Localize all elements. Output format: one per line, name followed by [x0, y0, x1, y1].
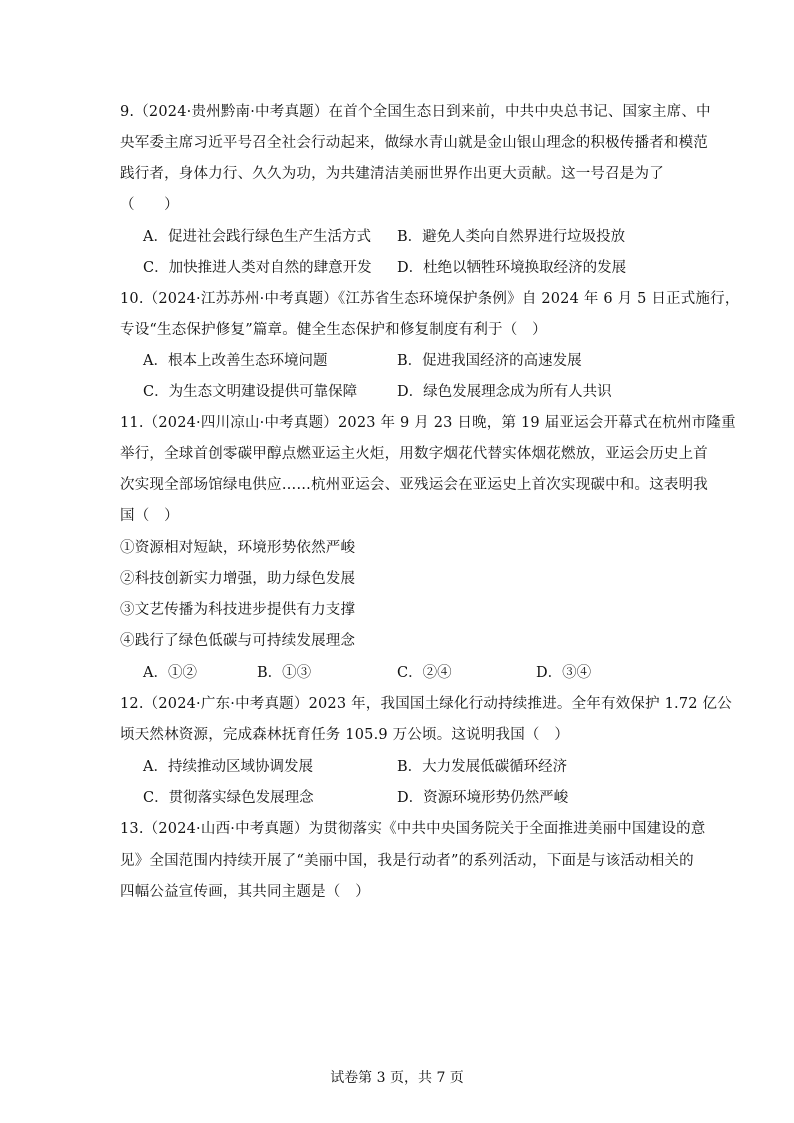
- question-text-line: 9.（2024·贵州黔南·中考真题）在首个全国生态日到来前，中共中央总书记、国家主席、中: [120, 104, 711, 120]
- question-text-line: 次实现全部场馆绿电供应……杭州亚运会、亚残运会在亚运史上首次实现碳中和。这表明我: [120, 477, 708, 493]
- option-d: D．杜绝以牺牲环境换取经济的发展: [397, 260, 627, 276]
- option-c: C．为生态文明建设提供可靠保障: [143, 384, 358, 400]
- question-text-line: 央军委主席习近平号召全社会行动起来，做绿水青山就是金山银山理念的积极传播者和模范: [120, 135, 708, 151]
- option-b: B．①③: [257, 665, 312, 681]
- answer-blank: （ ）: [120, 197, 179, 213]
- option-c: C．加快推进人类对自然的肆意开发: [143, 260, 372, 276]
- option-a: A．促进社会践行绿色生产生活方式: [143, 229, 371, 245]
- question-text-line: 四幅公益宣传画，其共同主题是（ ）: [120, 884, 370, 900]
- question-text-line: 见》全国范围内持续开展了“美丽中国，我是行动者”的系列活动，下面是与该活动相关的: [120, 853, 694, 869]
- statement-1: ①资源相对短缺，环境形势依然严峻: [120, 540, 356, 556]
- question-text-line: 践行者，身体力行、久久为功，为共建清洁美丽世界作出更大贡献。这一号召是为了: [120, 166, 664, 182]
- question-text-line: 顷天然林资源，完成森林抚育任务 105.9 万公顷。这说明我国（ ）: [120, 727, 570, 743]
- statement-3: ③文艺传播为科技进步提供有力支撑: [120, 602, 356, 618]
- option-d: D．③④: [536, 665, 592, 681]
- question-text-line: 11.（2024·四川凉山·中考真题）2023 年 9 月 23 日晚，第 19 届亚运会开幕式在杭州市隆重: [120, 415, 736, 431]
- question-text-line: 13.（2024·山西·中考真题）为贯彻落实《中共中央国务院关于全面推进美丽中国建设的意: [120, 821, 706, 837]
- option-a: A．①②: [143, 665, 197, 681]
- option-d: D．绿色发展理念成为所有人共识: [397, 384, 612, 400]
- question-text-line: 国（ ）: [120, 508, 179, 524]
- option-c: C．②④: [397, 665, 452, 681]
- option-b: B．避免人类向自然界进行垃圾投放: [397, 229, 626, 245]
- question-text-line: 12.（2024·广东·中考真题）2023 年，我国国土绿化行动持续推进。全年有效保护 1.72 亿公: [120, 696, 732, 712]
- option-b: B．大力发展低碳循环经济: [397, 759, 568, 775]
- option-c: C．贯彻落实绿色发展理念: [143, 790, 314, 806]
- statement-4: ④践行了绿色低碳与可持续发展理念: [120, 633, 356, 649]
- option-a: A．根本上改善生态环境问题: [143, 353, 328, 369]
- option-b: B．促进我国经济的高速发展: [397, 353, 582, 369]
- question-text-line: 举行，全球首创零碳甲醇点燃亚运主火炬，用数字烟花代替实体烟花燃放，亚运会历史上首: [120, 446, 708, 462]
- option-d: D．资源环境形势仍然严峻: [397, 790, 569, 806]
- statement-2: ②科技创新实力增强，助力绿色发展: [120, 571, 356, 587]
- option-a: A．持续推动区域协调发展: [143, 759, 313, 775]
- question-text-line: 10.（2024·江苏苏州·中考真题）《江苏省生态环境保护条例》自 2024 年 6 月 5 日正式施行，: [120, 291, 740, 307]
- page-footer: 试卷第 3 页，共 7 页: [330, 1070, 464, 1086]
- question-text-line: 专设“生态保护修复”篇章。健全生态保护和修复制度有利于（ ）: [120, 322, 547, 338]
